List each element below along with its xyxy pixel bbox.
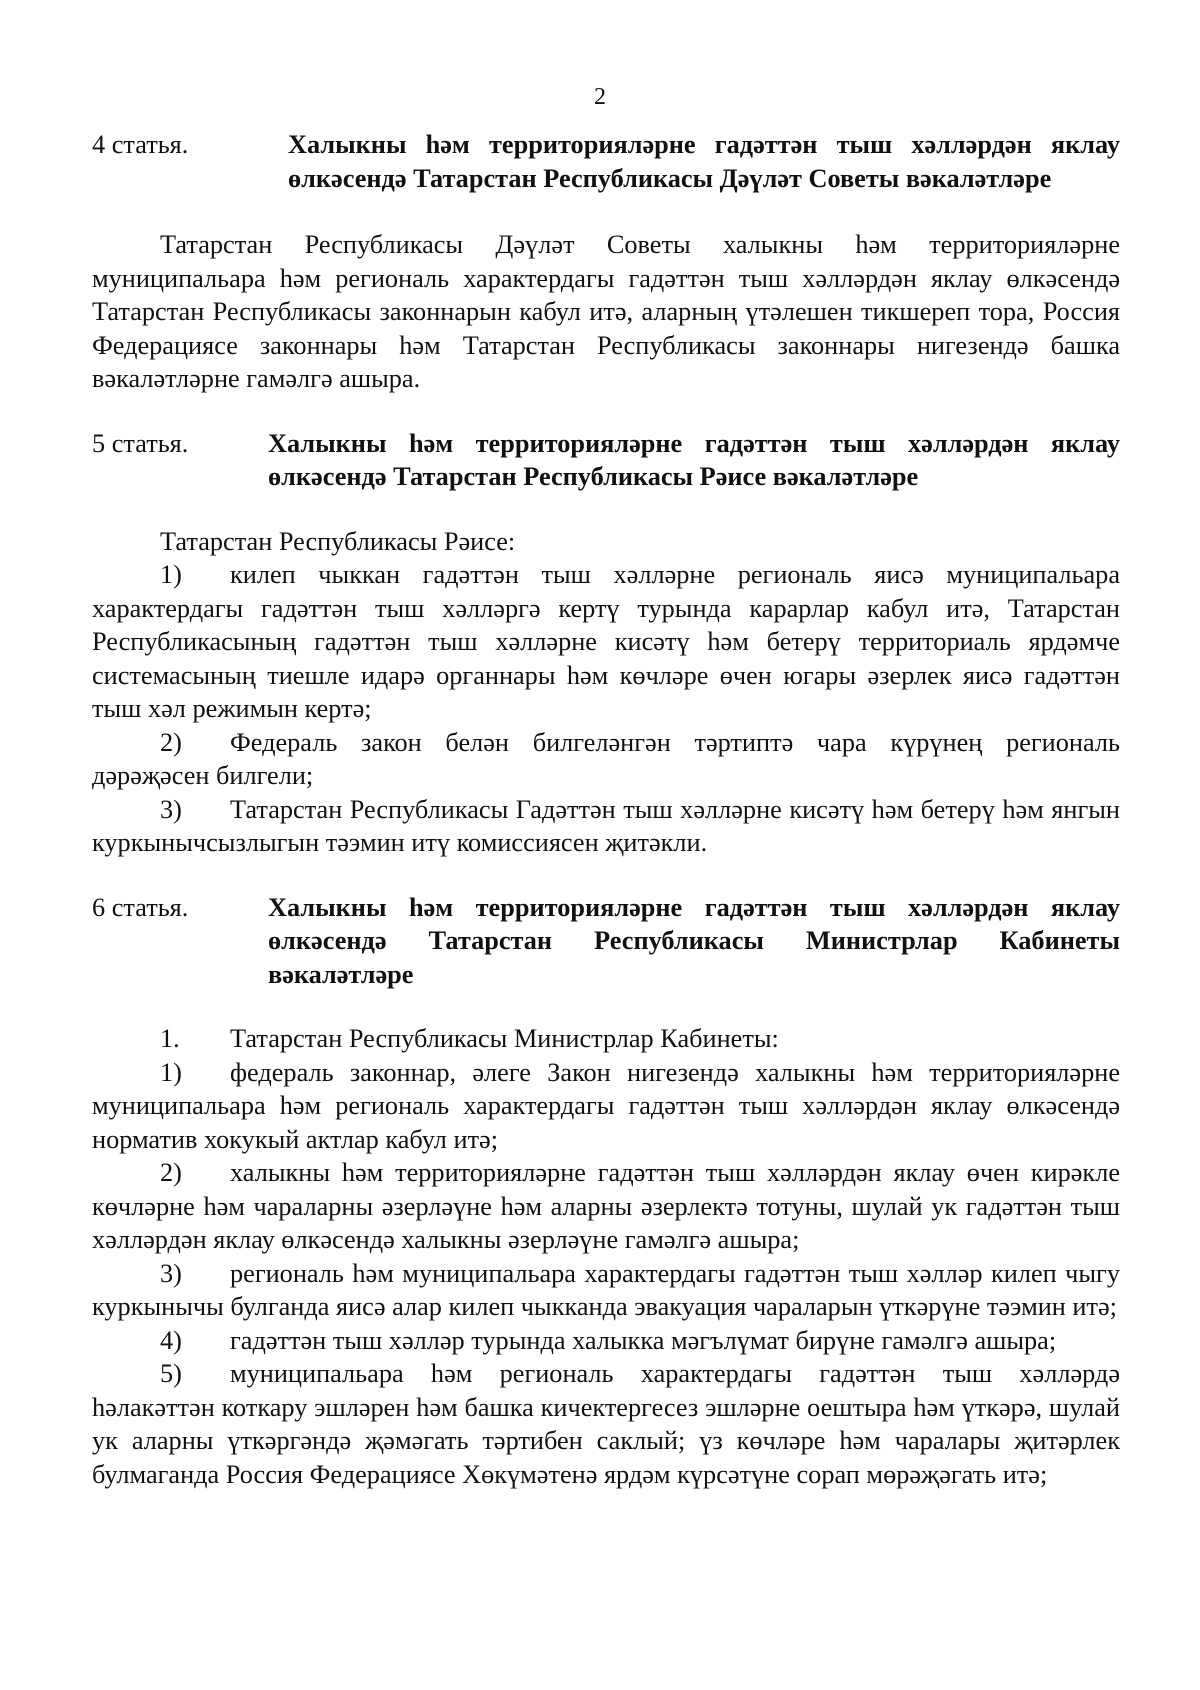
article-6-label: 6 статья.: [92, 892, 189, 922]
article-4-label: 4 статья.: [92, 130, 189, 159]
article-6-intro: [92, 1022, 1120, 1056]
article-6-item-5: [92, 1357, 1120, 1491]
page-number: 2: [594, 84, 606, 110]
item-number: 5): [160, 1359, 182, 1388]
item-number: 3): [160, 1258, 182, 1288]
item-number: 3): [160, 794, 182, 824]
item-number: 1.: [160, 1024, 180, 1053]
article-4: [92, 128, 1120, 396]
item-text: федераль законнар, әлеге Закон нигезендә халыкны һәм территорияләрне муниципальара һәм региональ характердагы гадәттән тыш хәлләрдән яклау өлкәсендә норматив хокукый актлар кабул итә;: [92, 1057, 1120, 1154]
item-number: 1): [160, 560, 182, 589]
item-text: муниципальара һәм региональ характердагы гадәттән тыш хәлләрдә һәлакәттән коткару эшләрен һәм башка кичектергесез эшләрне оештыра һәм үткәрә, шулай ук аларны үткәргәндә җәмәгать тәртибен саклый; үз көчләре һәм чаралары җитәрлек булмаганда Россия Федерациясе Хөкүмәтенә ярдәм күрсәтүне сорап мөрәҗәгать итә;: [92, 1359, 1120, 1489]
article-5-heading: [92, 427, 1120, 494]
article-6: [92, 891, 1120, 1492]
article-5-label: 5 статья.: [92, 428, 189, 458]
article-5-item-3: [92, 793, 1120, 860]
item-number: 2): [160, 727, 182, 757]
article-6-heading: [92, 891, 1120, 992]
item-text: гадәттән тыш хәлләр турында халыкка мәгълүмат бирүне гамәлгә ашыра;: [230, 1325, 1057, 1355]
item-text: Татарстан Республикасы Гадәттән тыш хәлләрне кисәтү һәм бетерү һәм янгын куркынычсызлыгын тәэмин итү комиссиясен җитәкли.: [92, 794, 1120, 857]
article-5-item-2: [92, 726, 1120, 793]
item-text: килеп чыккан гадәттән тыш хәлләрне региональ яисә муниципальара характердагы гадәттән тыш хәлләргә кертү турында карарлар кабул итә, Татарстан Республикасының гадәттән тыш хәлләрне кисәтү һәм бетерү территориаль ярдәмче системасының тиешле идарә органнары һәм көчләре өчен югары әзерлек яисә гадәттән тыш хәл режимын кертә;: [92, 560, 1120, 723]
article-6-item-4: [92, 1324, 1120, 1358]
article-4-title: Халыкны һәм территорияләрне гадәттән тыш хәлләрдән яклау өлкәсендә Татарстан Республикасы Дәүләт Советы вәкаләтләре: [288, 130, 1120, 193]
article-5-intro: Татарстан Республикасы Рәисе:: [160, 526, 516, 556]
item-number: 2): [160, 1158, 182, 1187]
article-5: [92, 427, 1120, 860]
item-text: региональ һәм муниципальара характердагы гадәттән тыш хәлләр килеп чыгу куркынычы булганда яисә алар килеп чыкканда эвакуация чараларын үткәрүне тәэмин итә;: [92, 1258, 1120, 1321]
article-4-paragraph: Татарстан Республикасы Дәүләт Советы халыкны һәм территорияләрне муниципальара һәм региональ характердагы гадәттән тыш хәлләрдән яклау өлкәсендә Татарстан Республикасы законнарын кабул итә, аларның үтәлешен тикшереп тора, Россия Федерациясе законнары һәм Татарстан Республикасы законнары нигезендә башка вәкаләтләрне гамәлгә ашыра.: [92, 230, 1120, 393]
article-6-item-3: [92, 1257, 1120, 1324]
item-number: 1): [160, 1057, 182, 1087]
article-5-title: Халыкны һәм территорияләрне гадәттән тыш хәлләрдән яклау өлкәсендә Татарстан Республикасы Рәисе вәкаләтләре: [268, 428, 1120, 491]
article-4-heading: [92, 128, 1120, 195]
article-6-item-1: [92, 1056, 1120, 1157]
article-6-item-2: [92, 1156, 1120, 1257]
item-number: 4): [160, 1325, 182, 1355]
intro-text: Татарстан Республикасы Министрлар Кабинеты:: [230, 1024, 779, 1053]
item-text: Федераль закон белән билгеләнгән тәртиптә чара күрүнең региональ дәрәҗәсен билгели;: [92, 727, 1120, 790]
article-5-item-1: [92, 558, 1120, 726]
article-6-title: Халыкны һәм территорияләрне гадәттән тыш хәлләрдән яклау өлкәсендә Татарстан Республикасы Министрлар Кабинеты вәкаләтләре: [268, 892, 1120, 989]
document-body: [92, 128, 1120, 1491]
item-text: халыкны һәм территорияләрне гадәттән тыш хәлләрдән яклау өчен кирәкле көчләрне һәм чараларны әзерләүне һәм аларны әзерлектә тотуны, шулай ук гадәттән тыш хәлләрдән яклау өлкәсендә халыкны әзерләүне гамәлгә ашыра;: [92, 1158, 1120, 1254]
